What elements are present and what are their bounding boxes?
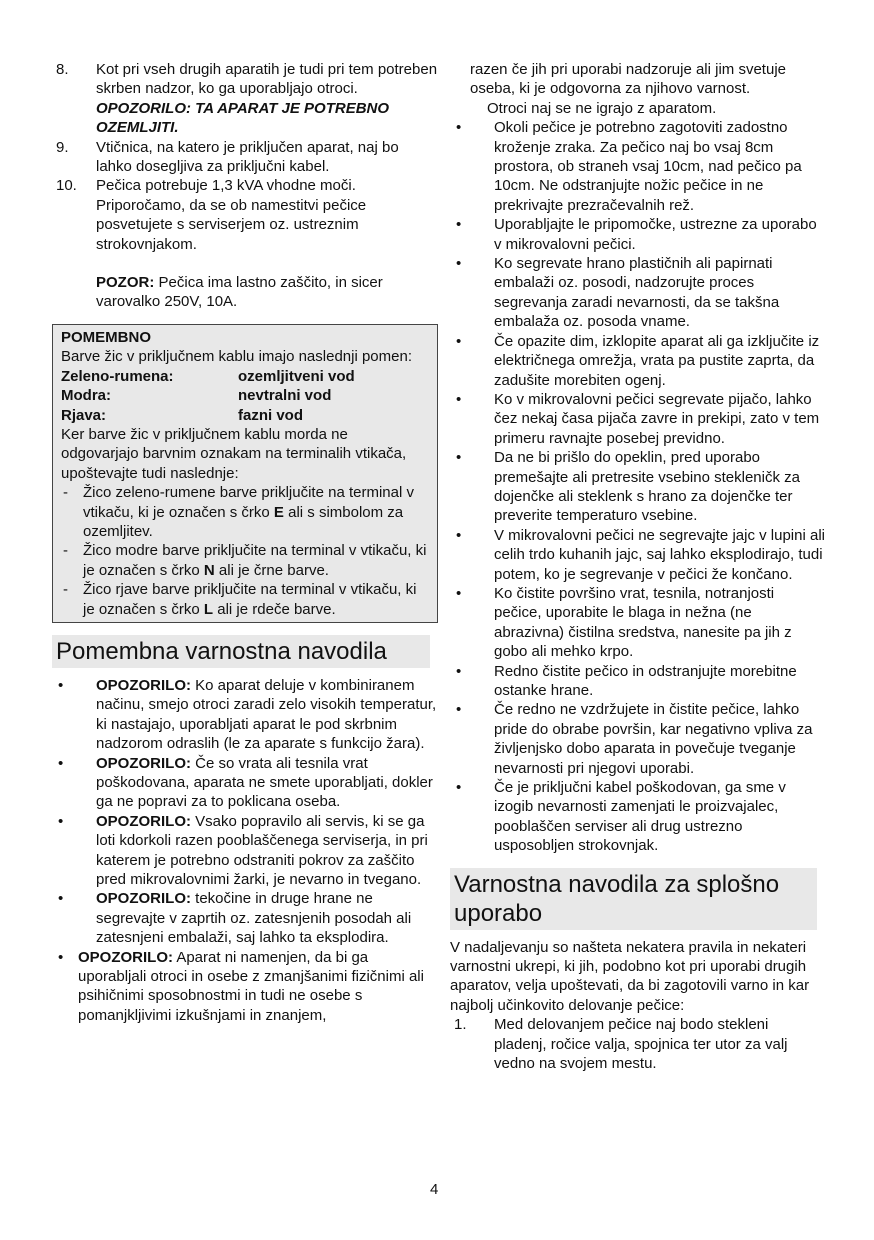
- dash-text: Žico zeleno-rumene barve priključite na terminal v vtikaču, ki je označen s črko: [83, 484, 414, 521]
- dash-text: Žico rjave barve priključite na terminal v vtikaču, ki je označen s črko: [83, 581, 417, 618]
- warning-text: Ko aparat deluje v kombiniranem načinu, smejo otroci zaradi zelo visokih temperatur, ki nastajajo, uporabljati aparat le pod skrbnim nadzorom odraslih (le za aparate s funkcijo žara).: [96, 676, 437, 753]
- bullet-text: Uporabljajte le pripomočke, ustrezne za uporabo v mikrovalovni pečici.: [494, 216, 817, 253]
- warning-text: tekočine in druge hrane ne segrevajte v zaprtih oz. zatesnjenih posodah ali zatesnjeni embalaži, saj lahko ta eksplodira.: [96, 890, 412, 947]
- left-column: [52, 60, 438, 1025]
- wire-color: Rjava:: [61, 406, 107, 424]
- bullet-text: Če je priključni kabel poškodovan, ga sme v izogib nevarnosti zamenjati le proizvajalec, pooblaščen serviser ali drug ustrezno usposobljen strokovnjak.: [494, 779, 786, 855]
- wire-pair: [61, 386, 429, 405]
- numbered-item-10: [52, 176, 438, 311]
- bullet-text: Okoli pečice je potrebno zagotoviti zadostno kroženje zraka. Za pečico naj bo vsaj 8cm prostora, ob straneh vsaj 10cm, nad pečico pa 10cm. Ne odstranjujte nožic pečice in ne prekrivajte prezračevalnih rež.: [494, 119, 802, 214]
- page-number: 4: [430, 1181, 439, 1198]
- bullet-item: [450, 778, 825, 856]
- wire-meaning: ozemljitveni vod: [238, 367, 355, 385]
- box-title: POMEMBNO: [61, 328, 151, 346]
- bullet-text: Ko v mikrovalovni pečici segrevate pijačo, lahko čez nekaj časa pijača zavre in prekipi, zato v tem primeru ravnajte posebej previdno.: [494, 390, 820, 447]
- bullet-icon: •: [456, 779, 462, 797]
- section-heading: Varnostna navodila za splošno uporabo: [450, 868, 817, 930]
- intro-paragraph: V nadaljevanju so našteta nekatera pravila in nekateri varnostni ukrepi, ki jih, podobno kot pri uporabi drugih aparatov, velja upoštevati, da bi zagotovili varno in kar najbolj učinkovito delovanje pečice:: [450, 938, 810, 1014]
- bullet-item: [450, 584, 825, 662]
- item-number: 8.: [56, 61, 69, 78]
- box-note: Ker barve žic v priključnem kablu morda ne odgovarjajo barvnim oznakam na terminalih vtikača, upoštevajte tudi naslednje:: [61, 425, 407, 482]
- warning-label: OPOZORILO:: [96, 676, 191, 694]
- bullet-item: [450, 215, 825, 254]
- bullet-text: Če redno ne vzdržujete in čistite pečice, lahko pride do obrabe površin, kar negativno vpliva za življenjsko dobo aparata in povečuje tveganje nevarnosti pri njegovi uporabi.: [494, 701, 813, 777]
- bullet-icon: •: [456, 662, 462, 680]
- warning-text: Če so vrata ali tesnila vrat poškodovana, aparata ne smete uporabljati, dokler ga ne popravi za to poklicana oseba.: [96, 754, 433, 811]
- terminal-letter: L: [203, 600, 214, 618]
- bullet-item: [450, 662, 825, 701]
- bullet-text: Redno čistite pečico in odstranjujte morebitne ostanke hrane.: [494, 662, 797, 699]
- bullet-icon: •: [456, 119, 462, 137]
- important-box: [52, 324, 438, 623]
- bullet-text: Ko čistite površino vrat, tesnila, notranjosti pečice, uporabite le blaga in nežna (ne abrazivna) čistilna sredstva, nanesite pa jih z gobo ali mehko krpo.: [494, 584, 792, 661]
- dash-text: ali je rdeče barve.: [213, 600, 336, 618]
- pozor-note: [96, 273, 438, 312]
- bullet-icon: •: [456, 332, 462, 350]
- ground-warning: OPOZORILO: TA APARAT JE POTREBNO OZEMLJITI.: [96, 99, 390, 137]
- dash-item: - Žico rjave barve priključite na terminal v vtikaču, ki je označen s črko L ali je rdeče barve.: [63, 581, 417, 618]
- continued-text-2: Otroci naj se ne igrajo z aparatom.: [487, 99, 717, 117]
- bullet-icon: •: [58, 948, 64, 966]
- dash-text: ali s simbolom za ozemljitev.: [83, 503, 404, 540]
- terminal-letter: E: [273, 503, 284, 521]
- right-column: [450, 60, 825, 1074]
- bullet-text: Ko segrevate hrano plastičnih ali papirnati embalaži oz. posodi, nadzorujte proces segrevanja zaradi nevarnosti, da se takšna embalaža oz. posoda vname.: [494, 255, 780, 331]
- bullet-item: [450, 254, 825, 332]
- bullet-icon: •: [456, 701, 462, 719]
- warning-label: OPOZORILO:: [96, 890, 191, 908]
- bullet-icon: •: [456, 255, 462, 273]
- numbered-item-1: [450, 1015, 825, 1073]
- continued-text: razen če jih pri uporabi nadzoruje ali jim svetuje oseba, ki je odgovorna za njihovo varnost.: [470, 61, 786, 98]
- pozor-text: Pečica ima lastno zaščito, in sicer varovalko 250V, 10A.: [96, 274, 383, 311]
- warning-item: [52, 812, 438, 890]
- warning-text: Vsako popravilo ali servis, ki se ga loti kdorkoli razen pooblaščenega serviserja, in pri katerem je potrebno odstraniti pokrov za zaščito pred mikrovalovnimi žarki, je nevarno in tvegano.: [96, 812, 428, 889]
- pozor-label: POZOR:: [96, 274, 155, 292]
- warning-text: Aparat ni namenjen, da bi ga uporabljali otroci in osebe z zmanjšanimi fizičnimi ali psihičnimi sposobnostmi in tudi ne osebe s pomanjkljivimi izkušnjami in znanjem,: [78, 948, 424, 1024]
- wire-color: Modra:: [61, 387, 111, 405]
- bullet-icon: •: [58, 812, 64, 830]
- bullet-icon: •: [456, 449, 462, 467]
- wire-meaning: fazni vod: [238, 406, 304, 424]
- bullet-icon: •: [456, 216, 462, 234]
- dash-text: Žico modre barve priključite na terminal v vtikaču, ki je označen s črko: [83, 542, 427, 579]
- item-text: Kot pri vseh drugih aparatih je tudi pri tem potreben skrben nadzor, ko ga uporabljajo otroci.: [96, 61, 438, 98]
- warning-item: [52, 889, 438, 947]
- bullet-text: Če opazite dim, izklopite aparat ali ga izključite iz električnega omrežja, vrata pa pustite zaprta, da zadušite morebiten ogenj.: [494, 332, 820, 389]
- bullet-icon: •: [456, 390, 462, 408]
- bullet-icon: •: [456, 526, 462, 544]
- wire-meaning: nevtralni vod: [238, 387, 332, 405]
- item-text: Vtičnica, na katero je priključen aparat, naj bo lahko dosegljiva za priključni kabel.: [96, 138, 399, 176]
- bullet-text: Da ne bi prišlo do opeklin, pred uporabo premešajte ali pretresite vsebino stekleničk za dojenčke ali steklenk s hrano za dojenčke ter preverite temperaturo vsebine.: [494, 449, 800, 525]
- bullet-icon: •: [58, 754, 64, 772]
- bullet-item: [450, 448, 825, 526]
- warning-item: [52, 676, 438, 754]
- item-text: Pečica potrebuje 1,3 kVA vhodne moči. Priporočamo, da se ob namestitvi pečice posvetujete s serviserjem oz. ustreznim strokovnjakom.: [96, 177, 367, 253]
- numbered-item-8: [52, 60, 438, 138]
- bullet-icon: •: [58, 676, 64, 694]
- bullet-item: [450, 118, 825, 215]
- dash-item: - Žico modre barve priključite na terminal v vtikaču, ki je označen s črko N ali je črne barve.: [63, 542, 427, 579]
- warning-label: OPOZORILO:: [78, 948, 173, 966]
- wire-color: Zeleno-rumena:: [61, 367, 174, 385]
- item-number: 10.: [56, 177, 77, 195]
- numbered-item-9: [52, 138, 438, 177]
- bullet-item: [450, 700, 825, 778]
- bullet-icon: •: [456, 584, 462, 602]
- item-number: 1.: [454, 1016, 467, 1034]
- wire-pair: [61, 367, 429, 386]
- terminal-letter: N: [203, 561, 215, 579]
- bullet-item: [450, 390, 825, 448]
- item-text: Med delovanjem pečice naj bodo stekleni pladenj, ročice valja, spojnica ter utor za valj vedno na svojem mestu.: [494, 1016, 788, 1073]
- warning-label: OPOZORILO:: [96, 754, 191, 772]
- warning-label: OPOZORILO:: [96, 812, 191, 830]
- bullet-item: [450, 332, 825, 390]
- dash-item: - Žico zeleno-rumene barve priključite na terminal v vtikaču, ki je označen s črko E ali s simbolom za ozemljitev.: [63, 484, 414, 540]
- bullet-item: [450, 526, 825, 584]
- warning-item: [52, 948, 438, 1026]
- bullet-icon: •: [58, 890, 64, 908]
- warning-item: [52, 754, 438, 812]
- section-heading: Pomembna varnostna navodila: [52, 635, 430, 668]
- box-intro: Barve žic v priključnem kablu imajo naslednji pomen:: [61, 348, 412, 366]
- wire-pair: [61, 406, 429, 425]
- right-bullets: [450, 118, 825, 855]
- item-number: 9.: [56, 138, 69, 156]
- bullet-text: V mikrovalovni pečici ne segrevajte jajc v lupini ali celih trdo kuhanih jajc, saj lahko eksplodirajo, tudi potem, ko je segrevanje v pečici že končano.: [494, 526, 825, 583]
- dash-text: ali je črne barve.: [214, 561, 329, 579]
